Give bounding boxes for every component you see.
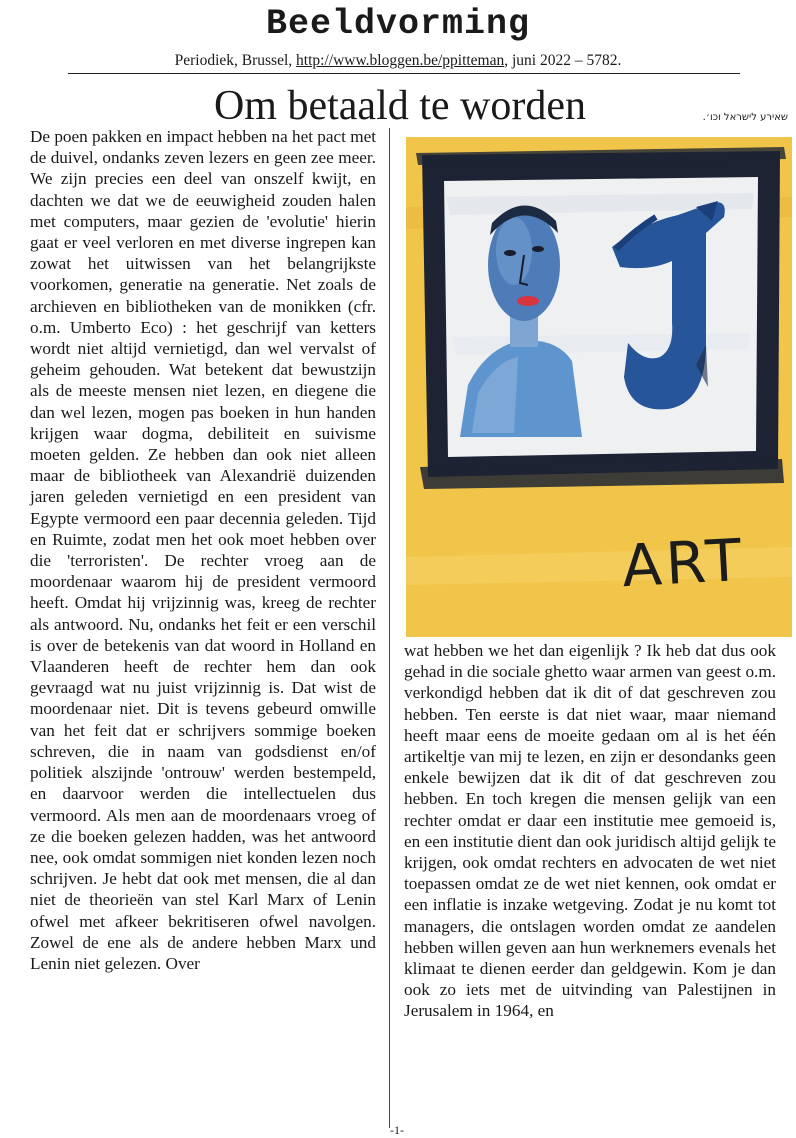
hebrew-motto: שאירע לישראל וכו׳.: [702, 112, 788, 123]
illustration-painting: [406, 137, 792, 637]
figure-left-eye: [504, 250, 516, 256]
figure-lips: [517, 296, 539, 306]
article-column-right: wat hebben we het dan eigenlijk ? Ik heb dat dus ook gehad in die sociale ghetto waar armen van geest o.m. verkondigd hebben dat ik dit of dat geschreven zou hebben. Ten eerste is dat niet waar, maar niemand heeft maar eens de moeite gedaan om al is het één artikeltje van mij te lezen, en zijn er desondanks geen enkele bewijzen dat ik dit of dat geschreven zou hebben. En toch kregen die mensen gelijk van een rechter omdat er daar een institutie mee gemoeid is, en een institutie dient dan ook juridisch altijd gelijk te krijgen, ook omdat rechters en advocaten de wet niet toepassen omdat ze de wet niet kennen, ook omdat er een inflatie is inzake wetgeving. Zodat je nu komt tot managers, die ontslagen worden omdat ze aandelen hebben willen geven aan hun werknemers evenals het klimaat te dienen eerder dan geldgewin. Kom je dan ook zo iets met de uitvinding van Palestijnen in Jerusalem in 1964, en: [404, 641, 776, 1021]
page-number: -1-: [390, 1123, 404, 1137]
blog-link[interactable]: http://www.bloggen.be/ppitteman: [296, 52, 505, 69]
subline-suffix: , juni 2022 – 5782.: [504, 52, 622, 69]
figure-right-eye: [532, 246, 544, 252]
subline-prefix: Periodiek, Brussel,: [174, 52, 297, 69]
article-column-left: De poen pakken en impact hebben na het pact met de duivel, ondanks zeven lezers en geen zee meer. We zijn precies een deel van onszelf kwijt, en dachten we dat we de eeuwigheid zouden halen met computers, maar gezien de 'evolutie' hierin gaat er veel verloren en met diverse ingrepen kan zowat het uitwissen van het belangrijkste voorkomen, generatie na generatie. Net zoals de archieven en bibliotheken van de monikken (cfr. o.m. Umberto Eco) : het geschrijf van ketters wordt niet altijd vernietigd, dan wel vervalst of geheim gehouden. Wat betekent dat bewustzijn als de meeste mensen niet lezen, en diegene die dan wel lezen, mogen pas boeken in hun handen krijgen waar dogma, debiliteit en suivisme moeten gelden. Ze hebben dan ook niet alleen maar de bibliotheek van Alexandrië duizenden jaren geleden vernietigd en een president van Egypte vermoord een paar decennia geleden. Tijd en Ruimte, zodat men het ook moet hebben over die 'terroristen'. De rechter vroeg aan de moordenaar waarom hij de president vermoord heeft. Omdat hij vrijzinnig was, kreeg de rechter als antwoord. Nu, ondanks het feit er een verschil is over de betekenis van dat woord in Holland en Vlaanderen heeft de rechter hem dan ook gevraagd wat nu juist vrijzinnig is. Dat wist de moordenaar niet. Dit is tevens gebeurd omwille van het feit dat er schrijvers sommige boeken schreven, die in naam van godsdienst en/of politiek alszijnde 'ontrouw' werden bestempeld, en daarvoor werden die intellectuelen dus vermoord. Als men aan de moordenaars vroeg of ze die boeken gelezen hadden, was het antwoord nee, ook omdat sommigen niet konden lezen noch schrijven. Je hebt dat ook met mensen, die al dan niet de theorieën van stel Karl Marx of Lenin ofwel met afkeer bekritiseren ofwel navolgen. Zowel de ene als de andere hebben Marx und Lenin niet gelezen. Over: [30, 127, 376, 973]
masthead-subline: [0, 52, 796, 70]
article-headline: Om betaald te worden: [213, 83, 587, 129]
painted-art-label: ART: [620, 525, 747, 601]
column-divider: [389, 128, 390, 1128]
masthead-rule: [68, 73, 740, 74]
masthead-title: Beeldvorming: [265, 4, 531, 44]
